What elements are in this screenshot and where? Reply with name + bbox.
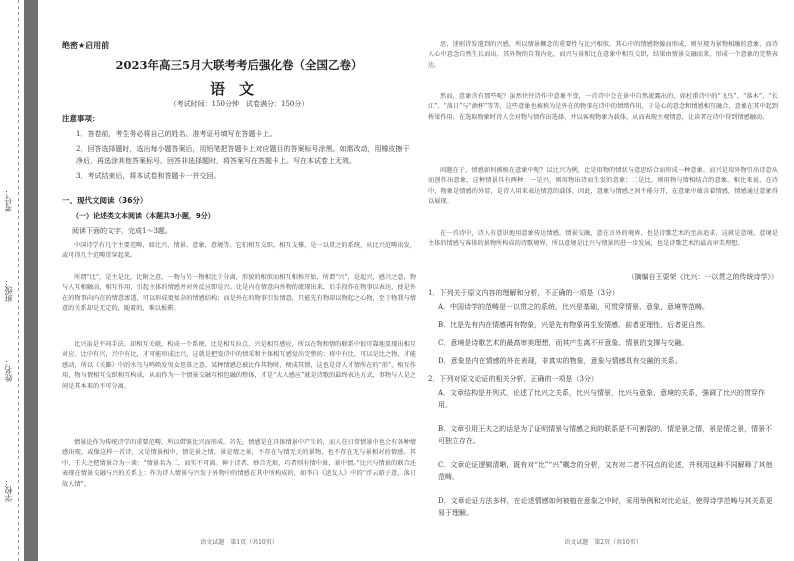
passage-paragraph: 所谓“比”，是主是比，比附之意，一物与另一物相比于分离，形貌的相似而相互相称开始，所谓“兴”，是起兴，感兴之意，物与人互相触动，相互作用，引起主体的情感并对外反应即是兴。比是内在情意向外物的流现出来，后手段作在物事以表达，使是外在的物事向内在的情意渗透，可以形成更复杂的情感结构；而是外在的物事引发情意，只能先有物却以物起之心物，至于物我与情意的关系却是无定的，随着的，难以板滞。: [62, 274, 416, 313]
exam-number-label: 考号：: [4, 188, 13, 212]
notice-list: [62, 128, 416, 185]
class-label: 班级：: [4, 278, 13, 302]
page-2: [428, 0, 778, 561]
cut-line: [18, 0, 19, 561]
page-footer: 语文试题 第2页（共10页）: [564, 539, 642, 546]
passage-paragraph: 情景论作为传统诗学的重要范畴，所以借鉴比兴而形成。首先，情感是在具体情景中产生的，而人在日常情景中也会有各种情感出现，或像这样一首诗，又是情景相中，情是景之情，景是情之景，不存在与情无关的景物，也不存在无与景相对的情感。其中，王夫之把情景合为一谈：“情景名为二，而实不可离。神于诗者，妙合无垠，巧者则有情中景，景中情。”比兴与情景的联合还表现在情景交融与兴的关系上：作为诗人情景与兴发于外物中的情感在其中所构成的，如李白《送友人》中的“浮云游子意，落日故人情”。: [62, 439, 416, 488]
question-stem: 1．下列关于原文内容的理解和分析，不正确的一项是（3分）: [428, 289, 619, 297]
notice-title: 注意事项：: [62, 114, 100, 123]
notice-item: 3．考试结束后，将本试卷和答题卡一并交回。: [76, 172, 221, 180]
binding-strip: [24, 0, 38, 561]
page-footer: 语文试题 第1页（共10页）: [200, 539, 278, 546]
passage-paragraph: 比兴虽是不同手法，却相互关联，构成一个系统。比是相互拉点，兴是相互感应，所以在物和情的联系中很可靠地显现出相互对应。比中有兴，兴中有比，才可能形成比兴，这就是把变诗中的情采和主体相互感觉出完整的；将中有比，可以是比之物，才能感动，所以《关雎》中的水鸟与鸣唤发男女思慕之意。某种情感总被比作其物时，便成其情，这也是诗人才情所在的“形”，相互作用，物与情相互交织相互构成，从而作为一个情景交融互相包融的整体，才是“大人感应”就是诗歌的最终表达方式，事物与人是之间是其本来的不可分离。: [62, 341, 416, 390]
notice-item: 1．答卷前，考生务必将自己的姓名、准考证号填写在答题卡上。: [76, 130, 277, 138]
sub-section-title: （一）论述类文本阅读（本题共3小题，9分）: [72, 212, 215, 220]
subject-title: 语文: [209, 80, 268, 98]
secret-mark: 绝密★启用前: [62, 41, 110, 50]
question-option: A．中国诗学的范畴是一以贯之的系统，比兴是基础，可贯穿情景、意象、意境等范畴。: [438, 303, 710, 311]
name-label: 姓名：: [4, 358, 13, 382]
exam-title: 2023年高三5月大联考考后强化卷（全国乙卷）: [115, 58, 363, 72]
passage-paragraph: 思，迷则诗发遣到的兴感，所以情景概念的重要性与比兴相似。其心中的情感物像而形成，则呈现为景物相融的意象，而诗人心中意念自然生长而出，其外物的自我内化，而兴与景和比在意象中相互交织，结果由情景交融而来，形成一个意象的完整表达。: [428, 41, 778, 69]
exam-info: （考试时间：150分钟 试卷满分：150分）: [169, 100, 309, 108]
reading-instruction: 阅读下面的文字，完成1～3题。: [72, 227, 172, 235]
section-title: 一、现代文阅读（36分）: [62, 196, 148, 205]
page-1: [62, 0, 416, 561]
passage-paragraph: 中国诗学有几个主要范畴，如比兴、情景、意象、意境等。它们相互交织，相互支撑，是一以贯之的系统，从比兴范畴出发，或可得几个范畴贯穿起来。: [62, 242, 416, 260]
notice-item: 2．回答选择题时，选出每小题答案后，用铅笔把答题卡上对应题目的答案标号涂黑。如需改动，用橡皮擦干净后，再选涂其他答案标号。回答非选择题时，将答案写在答题卡上。写在本试卷上无效。: [76, 145, 410, 165]
question-option: B．文章引用王夫之的话是为了证明情景与情感之间的联系是不可割裂的，情是景之情，景是情之景，情景不可独立存在。: [438, 425, 773, 445]
question-option: A．文章结构是并列式，论述了比兴之关系，比兴与情景，比兴与意象、意境的关系，强调了比兴的贯穿作用。: [438, 389, 766, 409]
question-option: D．意象是内在情感的外在表现，非真实的物象，意象与情感具有交融的关系。: [438, 357, 682, 365]
question-stem: 2．下列对原文论证的相关分析，正确的一项是（3分）: [428, 375, 598, 383]
source-citation: （摘编自王耍荣《比兴：一以贯之的传统诗学》）: [627, 273, 778, 281]
question-option: C．文章论证逻辑清晰，既有对“比”“兴”概念的分析，又有对二者不同点的论述，并利用这种不同解释了其他范畴。: [438, 461, 773, 481]
question-option: D．文章论证方法多样，在论述情感如何被植在意象之中时，采用举例和对比论证，使得诗学范畴与其关系更易于理解。: [438, 497, 773, 517]
passage-paragraph: 然而，意象含有那些呢？虽然往往诗作中意象不变，一首诗中会在景中自然流露出的，如杜甫诗中的“飞鸟”、“落木”、“长江”、“落日”与“酒杯”等等，这些意象也被称为是外在的物事在诗中的情绪作用，于是心的意念和情感相互融合，意象在其中起到桥梁作用。在选取物象时诗人会对物与情作出选择，并以客观物象为载体，从而表现主观情意，让读者在诗中得到情感触动。: [428, 93, 778, 121]
binding-margin: [0, 0, 40, 561]
school-label: 学校：: [4, 478, 13, 502]
question-option: C．意境是诗歌艺术的最高审美理想，而其产生离不开意象、情景的支撑与交融。: [438, 339, 689, 347]
passage-paragraph: 在一首诗中，诗人有意识地用意象传达情感，情景交融，意在言外的境界，也是诗歌艺术的至高追求，这就是意境。意境是主体的情感与客体的景物所构成的诗歌境界，所以意境是比兴与情景的进一步发展，也是诗歌艺术的最高审美理想。: [428, 230, 778, 248]
passage-paragraph: 问题在于，情感如何被植在意象中呢？以比兴为例，比是用物的情状与意思结合而形成一种意象，而兴是用外物引出诗意从而创作出意象，这种情景具有两种：一是兴，则用物出诗而生发的意象；二是比，则用物与情相结合的意象。相比来说，在诗中，物象是情感的外显，是诗人用来表达情意的载体。因此，意象与情感之间不能分开，在意象中蕴含着情感，情感通过意象得以展现。: [428, 167, 778, 206]
question-option: B．比是先有内在情感再有物象，兴是先有物象再生发情感，前者更理性，后者更自然。: [438, 321, 710, 329]
